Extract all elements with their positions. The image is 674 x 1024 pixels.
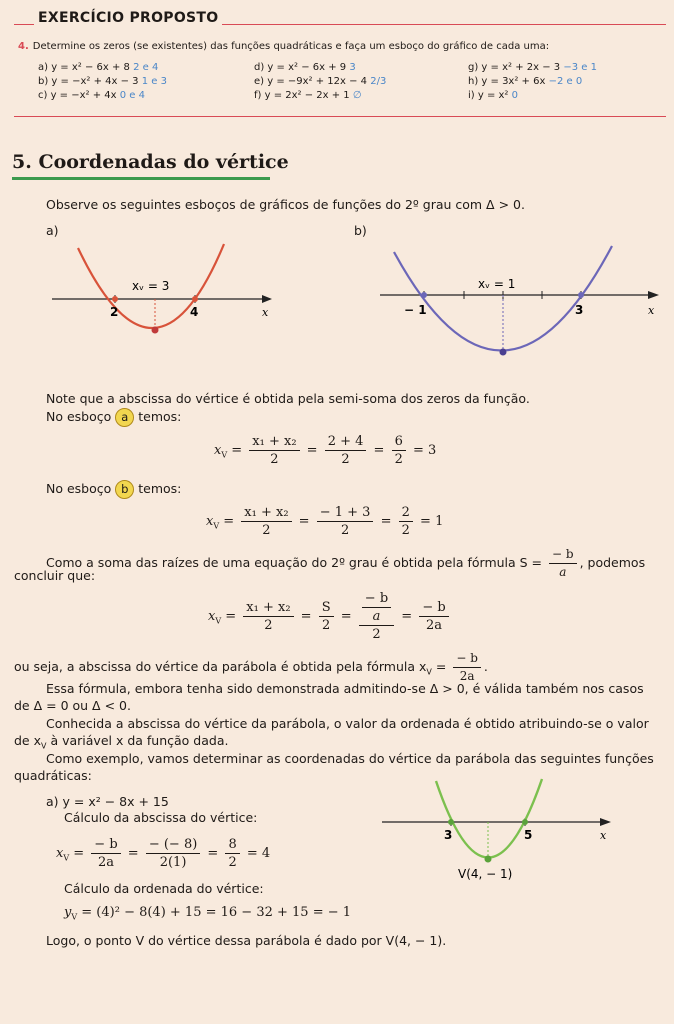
circled-letter-a: a: [115, 408, 134, 427]
exercise-item: d) y = x² − 6x + 9 3: [254, 62, 356, 73]
graph-example-parabola: [436, 779, 542, 858]
graph-b: [372, 242, 668, 362]
exercise-prompt: Determine os zeros (se existentes) das funções quadráticas e faça um esboço do gráfico de cada uma:: [32, 41, 550, 52]
para2-line2: de $x_V$ à variável x da função dada.: [14, 733, 229, 751]
graph-example-axis-label: x: [600, 829, 607, 842]
note-text: Note que a abscissa do vértice é obtida pela semi-soma dos zeros da função.: [46, 391, 530, 406]
graph-b-axis-label: x: [648, 304, 655, 317]
para1-line1: Essa fórmula, embora tenha sido demonstrada admitindo-se Δ > 0, é válida também nos casos: [46, 681, 644, 696]
exercise-item: e) y = −9x² + 12x − 4 2/3: [254, 76, 387, 87]
example-calc-abscissa: Cálculo da abscissa do vértice:: [64, 810, 258, 825]
exercise-bottom-rule: [14, 116, 666, 117]
circled-letter-b: b: [115, 480, 134, 499]
graph-b-zero-label: 3: [575, 303, 584, 317]
graph-a-arrow: [262, 295, 272, 303]
exercise-answer: −3 e 1: [563, 62, 597, 73]
graph-b-zero-label: − 1: [404, 303, 427, 317]
example-calc-ordinate: Cálculo da ordenada do vértice:: [64, 881, 264, 896]
equation-xv-general: $x_V$ = $\frac{\text{x₁ + x₂}}{2}$ = $\frac{S}{2}$ = $\frac{\frac{- b}{a}}{2}$ = $\frac{- b}{2a}$: [208, 590, 452, 643]
example-conclusion: Logo, o ponto V do vértice dessa parábola é dado por V(4, − 1).: [46, 933, 447, 948]
section-title-underline: [12, 177, 270, 180]
exercise-answer: 0: [511, 90, 519, 101]
ouseja-text: ou seja, a abscissa do vértice da parábola é obtida pela fórmula $x_V$ = $\frac{- b}{2a}$ .: [14, 651, 488, 683]
exercise-item: i) y = x² 0: [468, 90, 519, 101]
graph-a: [40, 240, 290, 340]
esboco-a-line: No esboço a temos:: [46, 408, 181, 427]
exercise-answer: 1 e 3: [141, 76, 167, 87]
section-title: 5. Coordenadas do vértice: [12, 151, 289, 173]
graph-a-label: a): [46, 223, 59, 238]
page-header-title: EXERCÍCIO PROPOSTO: [38, 10, 219, 26]
exercise-answer: 3: [349, 62, 356, 73]
graph-b-label: b): [354, 223, 367, 238]
para2-line1: Conhecida a abscissa do vértice da parábola, o valor da ordenada é obtido atribuindo-se o valor: [46, 716, 649, 731]
graph-a-zero-label: 2: [110, 305, 119, 319]
exercise-block: [18, 40, 668, 53]
exercise-item: a) y = x² − 6x + 8 2 e 4: [38, 62, 159, 73]
header-rule-right: [222, 24, 666, 25]
exercise-item: h) y = 3x² + 6x −2 e 0: [468, 76, 583, 87]
graph-example-zero-point: [522, 819, 528, 825]
graph-a-vertex-point: [152, 327, 159, 334]
para3-line1: Como exemplo, vamos determinar as coordenadas do vértice da parábola das seguintes funções: [46, 751, 654, 766]
exercise-answer: 2/3: [370, 76, 387, 87]
graph-a-axis-label: x: [262, 306, 269, 319]
graph-a-zero-point: [192, 296, 198, 302]
como-text-line1: Como a soma das raízes de uma equação do 2º grau é obtida pela fórmula S = $\frac{- b}{a}$ , podemos: [46, 547, 646, 579]
equation-xv-a: $x_V$ = $\frac{\text{x₁ + x₂}}{2}$ = $\frac{2 + 4}{2}$ = $\frac{6}{2}$ = 3: [214, 434, 437, 467]
exercise-item: g) y = x² + 2x − 3 −3 e 1: [468, 62, 597, 73]
graph-b-zero-point: [578, 292, 584, 298]
graph-example-zero-label: 5: [524, 828, 533, 842]
graph-example: [378, 775, 618, 885]
graph-example-arrow: [600, 818, 611, 826]
graph-example-vertex-label: V(4, − 1): [458, 867, 513, 881]
graph-example-zero-point: [448, 819, 454, 825]
example-equation: a) y = x² − 8x + 15: [46, 794, 169, 809]
esboco-b-line: No esboço b temos:: [46, 480, 181, 499]
example-yv-equation: $y_V = (4)^2 - 8(4) + 15 = 16 - 32 + 15$ = − 1: [64, 905, 352, 922]
intro-text: Observe os seguintes esboços de gráficos de funções do 2º grau com Δ > 0.: [46, 197, 525, 212]
graph-example-zero-label: 3: [444, 828, 453, 842]
graph-a-vertex-label: xᵥ = 3: [132, 279, 170, 293]
graph-a-zero-label: 4: [190, 305, 199, 319]
graph-b-vertex-point: [500, 349, 507, 356]
exercise-answer: ∅: [352, 90, 362, 101]
para3-line2: quadráticas:: [14, 768, 92, 783]
exercise-answer: −2 e 0: [548, 76, 583, 87]
graph-example-vertex-point: [485, 856, 492, 863]
equation-xv-b: $x_V$ = $\frac{\text{x₁ + x₂}}{2}$ = $\frac{- 1 + 3}{2}$ = $\frac{2}{2}$ = 1: [206, 505, 444, 538]
exercise-item: f) y = 2x² − 2x + 1 ∅: [254, 90, 362, 101]
exercise-item: b) y = −x² + 4x − 3 1 e 3: [38, 76, 167, 87]
exercise-item: c) y = −x² + 4x 0 e 4: [38, 90, 145, 101]
header-rule-left: [14, 24, 34, 25]
exercise-answer: 2 e 4: [133, 62, 159, 73]
graph-b-zero-point: [421, 292, 427, 298]
para1-line2: de Δ = 0 ou Δ < 0.: [14, 698, 131, 713]
graph-b-arrow: [648, 291, 659, 299]
example-xv-equation: $x_V$ = $\frac{- b}{2a}$ = $\frac{- (- 8)}{2(1)}$ = $\frac{8}{2}$ = 4: [56, 837, 271, 870]
exercise-answer: 0 e 4: [119, 90, 145, 101]
graph-b-vertex-label: xᵥ = 1: [478, 277, 516, 291]
graph-a-zero-point: [112, 296, 118, 302]
como-text-line2: concluir que:: [14, 568, 96, 583]
exercise-number: 4.: [18, 41, 29, 52]
